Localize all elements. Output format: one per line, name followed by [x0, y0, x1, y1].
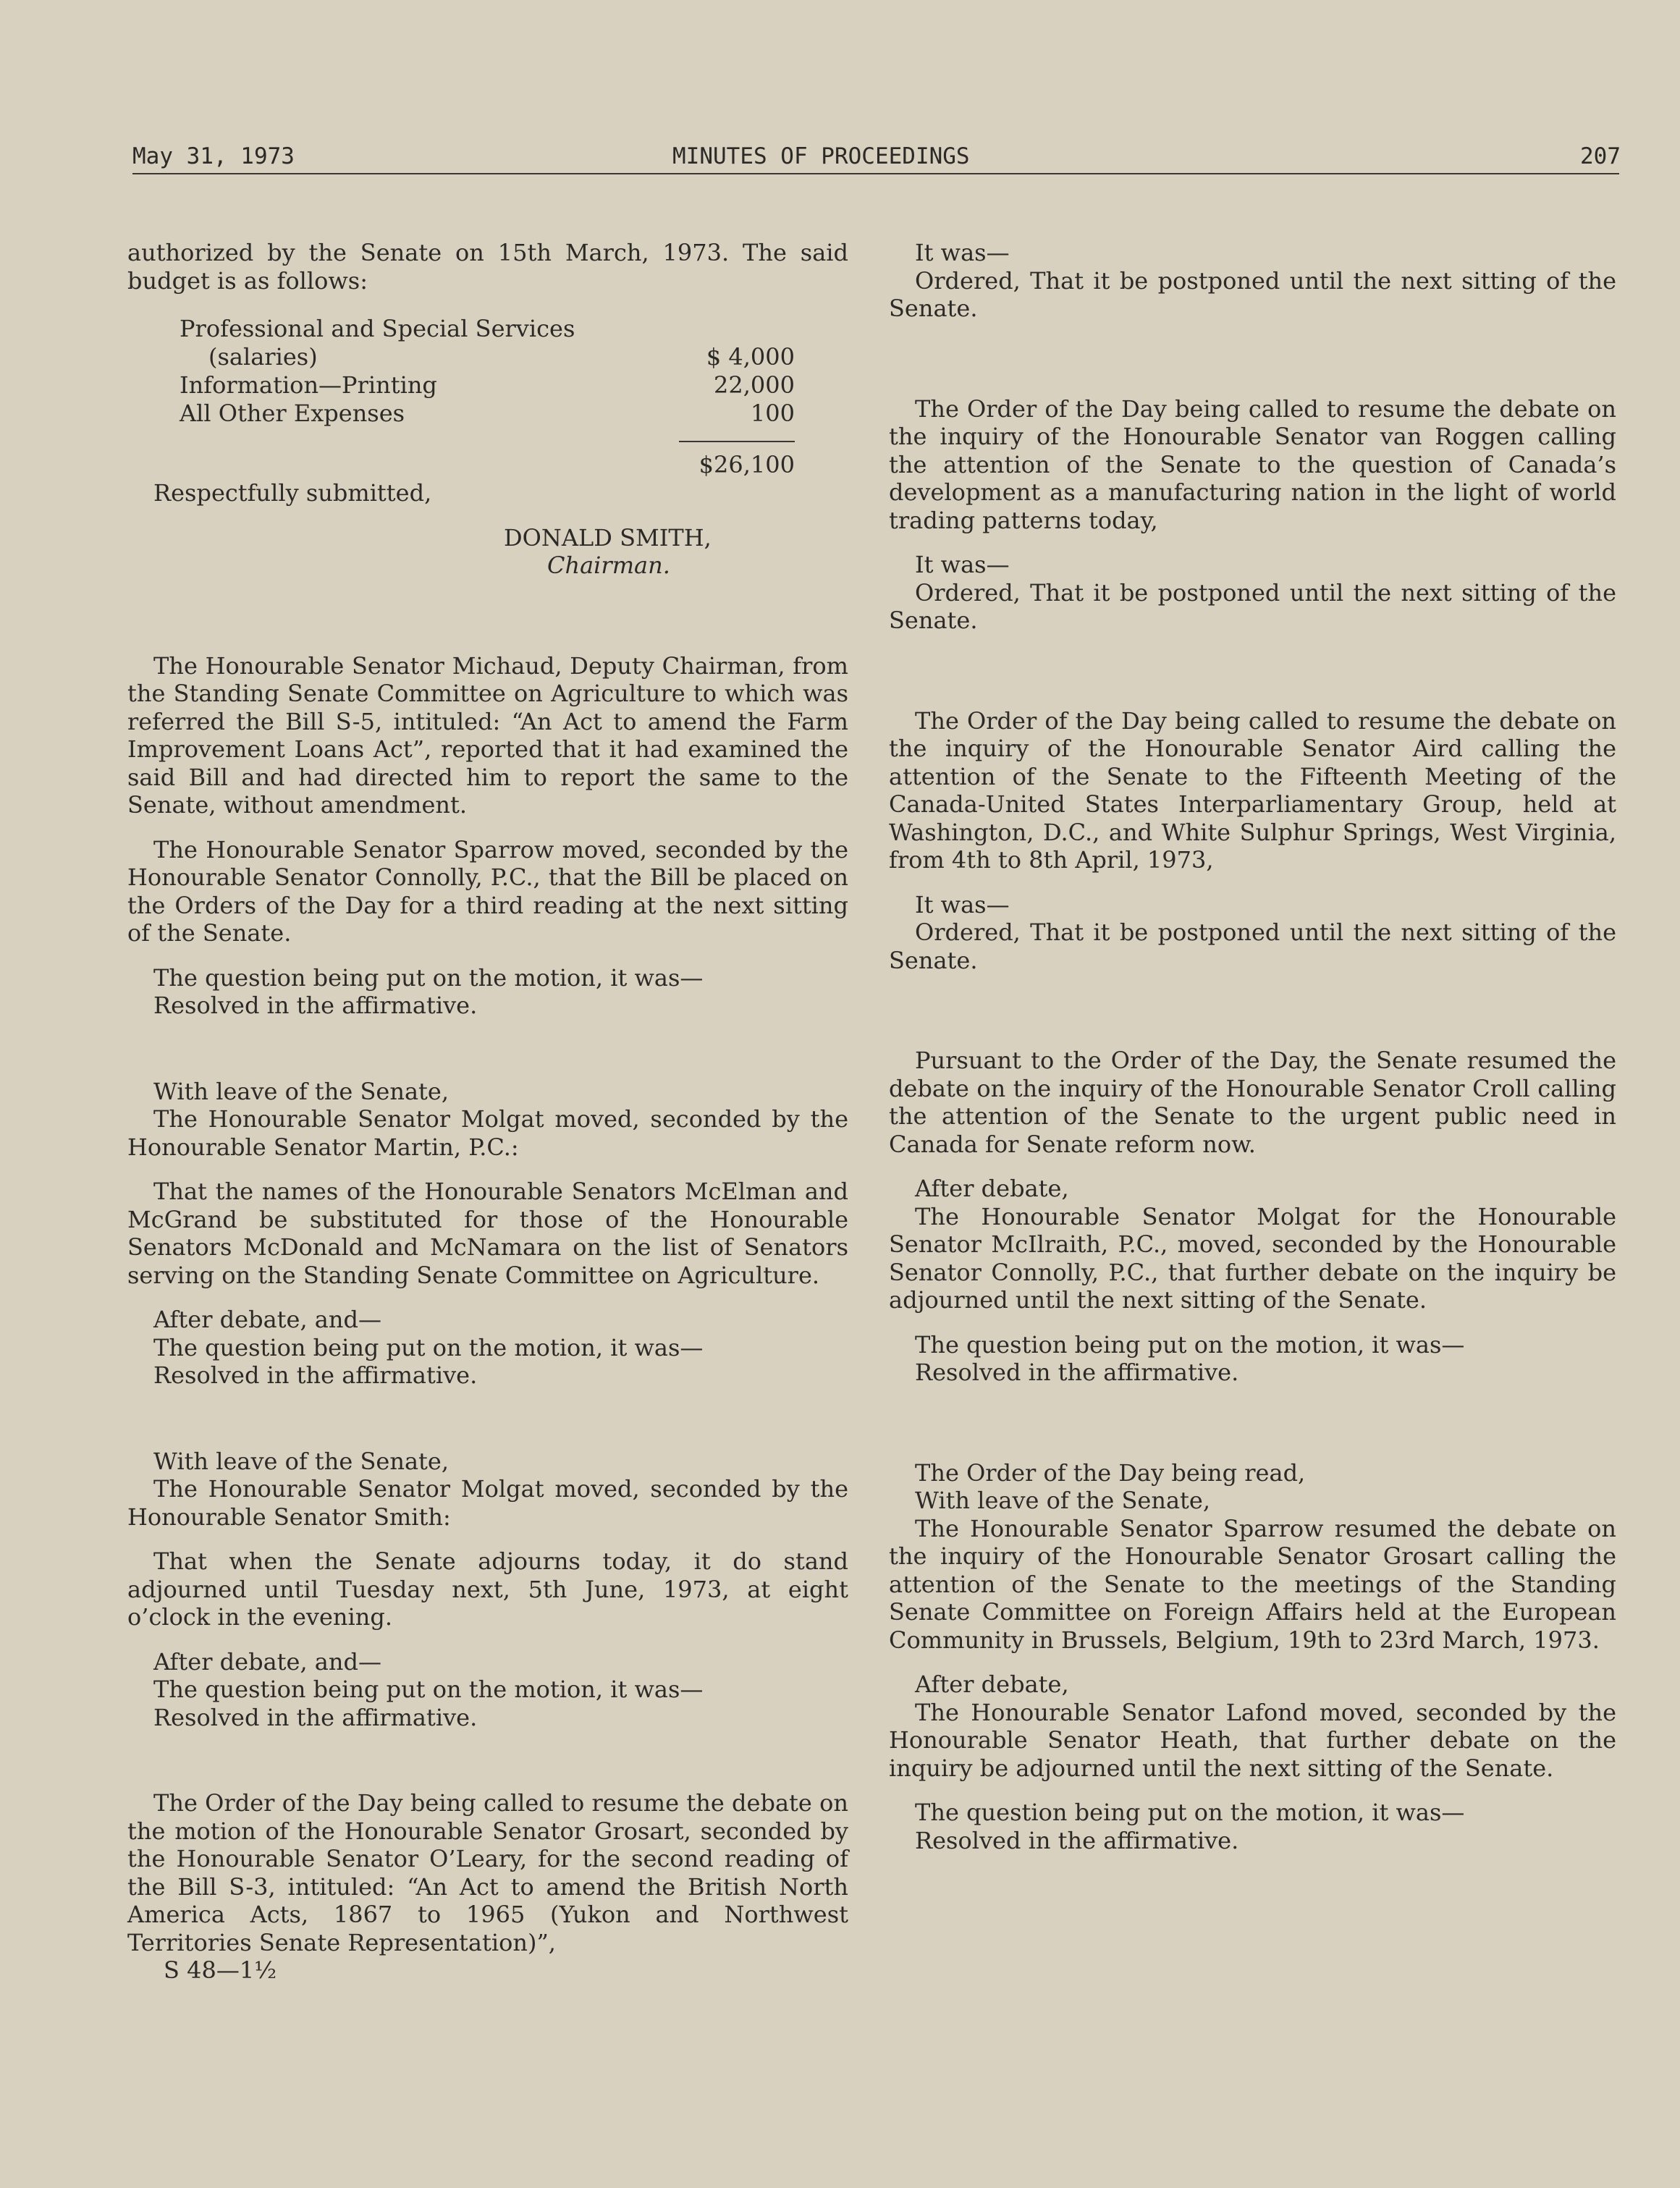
signature-mark: S 48—1½ [164, 1956, 277, 1984]
paragraph: The Order of the Day being called to resume the debate on the inquiry of the Honourable Senator van Roggen calling the attention of the Senate to the question of Canada’s development as a manufacturing nation in the light of world trading patterns today, [889, 394, 1616, 534]
paragraph: The question being put on the motion, it was— [915, 1799, 1465, 1826]
paragraph: The Honourable Senator Molgat for the Honourable Senator McIlraith, P.C., moved, seconded by the Honourable Senator Connolly, P.C., that further debate on the inquiry be adjourned until the next sitting of the Senate. [889, 1202, 1616, 1314]
budget-label: Professional and Special Services [180, 315, 575, 342]
paragraph: The Order of the Day being called to resume the debate on the motion of the Honourable Senator Grosart, seconded by the Honourable Senator O’Leary, for the second reading of the Bill S-3, intituled: “An Act to amend the British North America Acts, 1867 to 1965 (Yukon and Northwest Territories Senate Representation)”, [127, 1789, 848, 1956]
budget-total: $26,100 [698, 451, 795, 478]
right-column [889, 239, 1616, 1854]
budget-row [180, 400, 795, 428]
paragraph: With leave of the Senate, [153, 1077, 449, 1105]
budget-total-row [180, 451, 795, 479]
paragraph: The Order of the Day being read, [915, 1458, 1306, 1487]
paragraph: After debate, and— [153, 1647, 381, 1676]
paragraph: Resolved in the affirmative. [153, 1703, 478, 1731]
budget-amount: $ 4,000 [706, 343, 795, 371]
paragraph: Ordered, That it be postponed until the next sitting of the Senate. [889, 578, 1616, 634]
paragraph: After debate, [915, 1175, 1069, 1202]
paragraph: The question being put on the motion, it was— [153, 1676, 704, 1703]
budget-label: Information—Printing [180, 371, 437, 399]
signatory-title: Chairman. [547, 552, 670, 579]
budget-row [180, 315, 795, 343]
signatory-name: DONALD SMITH, [504, 523, 712, 552]
paragraph: The question being put on the motion, it was— [153, 963, 704, 992]
paragraph: After debate, and— [153, 1306, 381, 1333]
header-title: MINUTES OF PROCEEDINGS [672, 143, 970, 169]
paragraph: Ordered, That it be postponed until the next sitting of the Senate. [889, 918, 1616, 974]
paragraph: Pursuant to the Order of the Day, the Senate resumed the debate on the inquiry of the Honourable Senator Croll calling the attention of the Senate to the urgent public need in Canada for Senate reform now. [889, 1047, 1616, 1158]
budget-label: (salaries) [208, 343, 318, 371]
paragraph: authorized by the Senate on 15th March, 1973. The said budget is as follows: [127, 239, 848, 295]
paragraph: The Honourable Senator Molgat moved, seconded by the Honourable Senator Martin, P.C.: [127, 1105, 848, 1161]
budget-row [180, 343, 795, 371]
paragraph: Resolved in the affirmative. [915, 1359, 1239, 1386]
paragraph: The Honourable Senator Michaud, Deputy Chairman, from the Standing Senate Committee on Agriculture to which was referred the Bill S-5, intituled: “An Act to amend the Farm Improvement Loans Act”, reported that it had examined the said Bill and had directed him to report the same to the Senate, without amendment. [127, 651, 848, 819]
budget-label: All Other Expenses [180, 400, 405, 427]
header-rule [132, 173, 1619, 174]
paragraph: With leave of the Senate, [915, 1487, 1211, 1514]
left-column [127, 239, 848, 1985]
paragraph: The Honourable Senator Molgat moved, seconded by the Honourable Senator Smith: [127, 1475, 848, 1531]
paragraph: The Honourable Senator Lafond moved, seconded by the Honourable Senator Heath, that further debate on the inquiry be adjourned until the next sitting of the Senate. [889, 1698, 1616, 1782]
page-number: 207 [1580, 143, 1621, 169]
header-date: May 31, 1973 [132, 143, 295, 169]
budget-table [180, 315, 795, 479]
paragraph: The question being put on the motion, it was— [153, 1333, 704, 1361]
total-rule [679, 441, 795, 442]
paragraph: That the names of the Honourable Senators McElman and McGrand be substituted for those of the Honourable Senators McDonald and McNamara on the list of Senators serving on the Standing Senate Committee on Agriculture. [127, 1178, 848, 1289]
budget-row [180, 371, 795, 400]
paragraph: Ordered, That it be postponed until the next sitting of the Senate. [889, 266, 1616, 322]
paragraph: That when the Senate adjourns today, it do stand adjourned until Tuesday next, 5th June, 1973, at eight o’clock in the evening. [127, 1547, 848, 1631]
running-header [132, 143, 1621, 177]
budget-amount: 100 [750, 400, 795, 427]
paragraph: The Honourable Senator Sparrow moved, seconded by the Honourable Senator Connolly, P.C., that the Bill be placed on the Orders of the Day for a third reading at the next sitting of the Senate. [127, 835, 848, 947]
closing: Respectfully submitted, [153, 479, 432, 507]
paragraph: It was— [915, 551, 1010, 578]
paragraph: Resolved in the affirmative. [153, 992, 478, 1019]
paragraph: The Honourable Senator Sparrow resumed the debate on the inquiry of the Honourable Senator Grosart calling the attention of the Senate to the meetings of the Standing Senate Committee on Foreign Affairs held at the European Community in Brussels, Belgium, 19th to 23rd March, 1973. [889, 1514, 1616, 1654]
paragraph: It was— [915, 239, 1010, 266]
budget-amount: 22,000 [714, 371, 795, 399]
paragraph: Resolved in the affirmative. [915, 1826, 1239, 1854]
paragraph: After debate, [915, 1670, 1069, 1698]
paragraph: It was— [915, 890, 1010, 918]
paragraph: With leave of the Senate, [153, 1447, 449, 1475]
paragraph: Resolved in the affirmative. [153, 1361, 478, 1389]
paragraph: The question being put on the motion, it was— [915, 1330, 1465, 1359]
paragraph: The Order of the Day being called to resume the debate on the inquiry of the Honourable Senator Aird calling the attention of the Senate to the Fifteenth Meeting of the Canada-United States Interparliamentary Group, held at Washington, D.C., and White Sulphur Springs, West Virginia, from 4th to 8th April, 1973, [889, 706, 1616, 874]
